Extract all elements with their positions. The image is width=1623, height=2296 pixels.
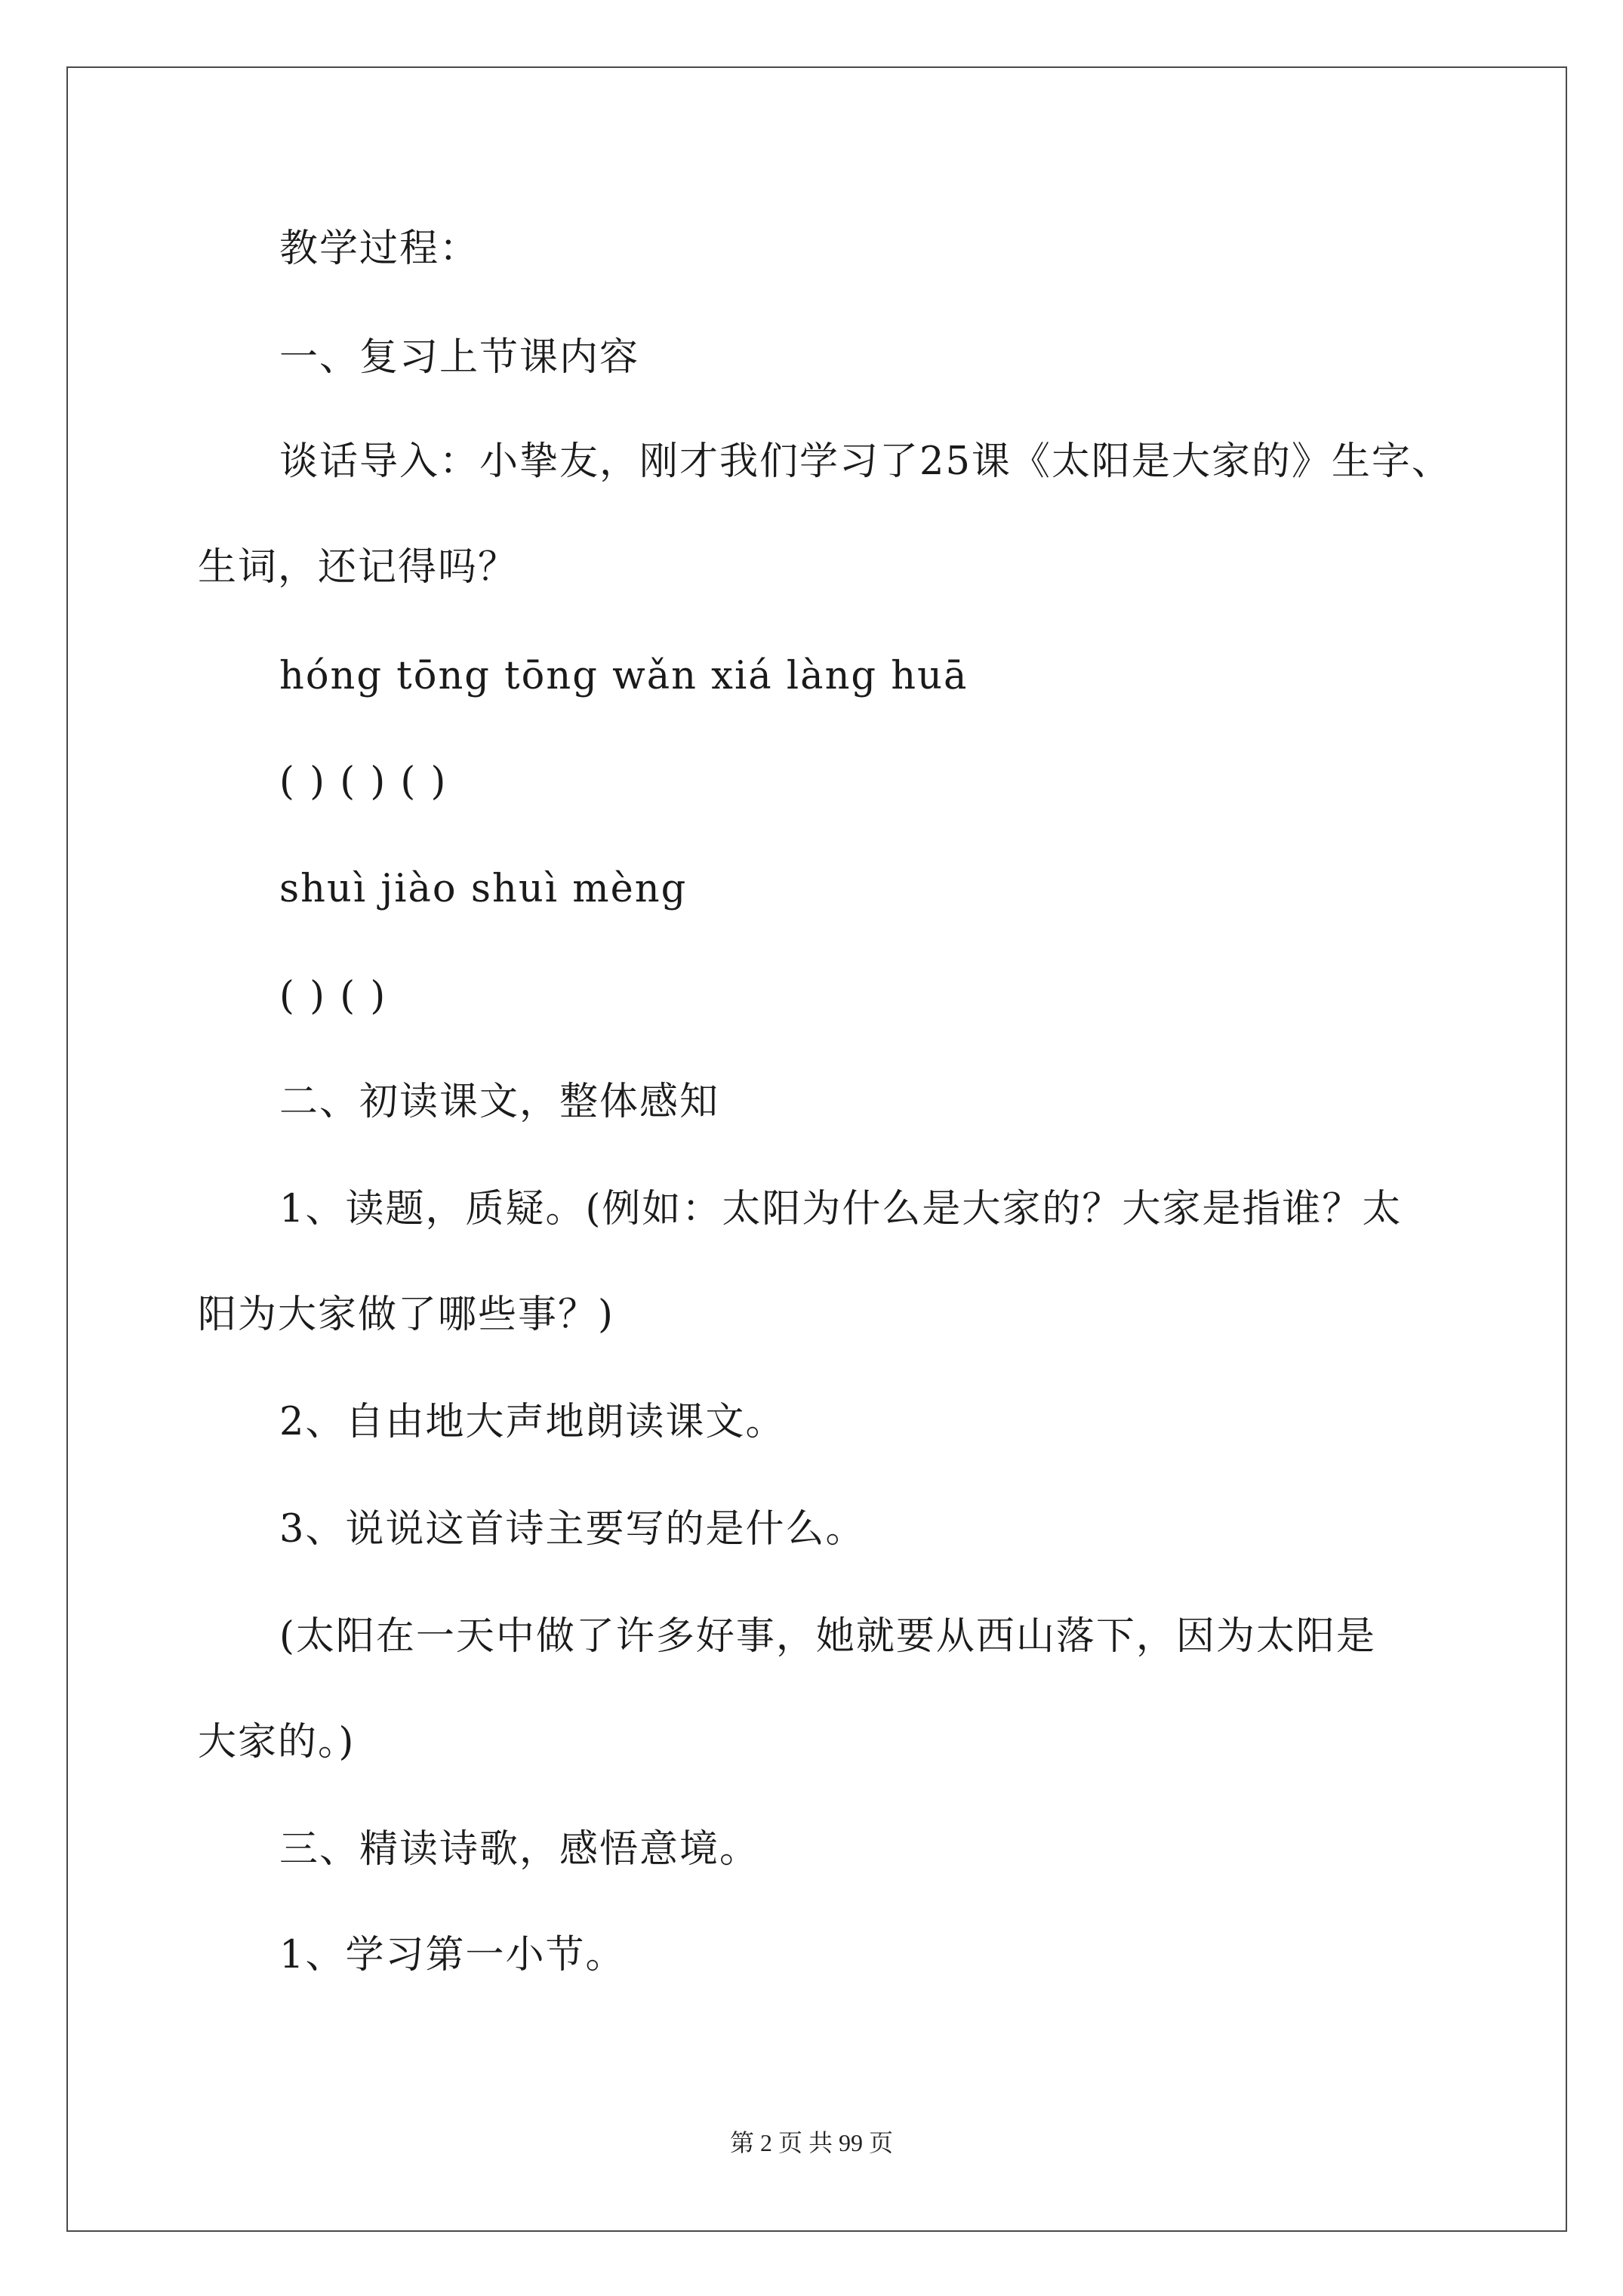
heading-teaching-process: 教学过程： — [279, 227, 480, 271]
pinyin-line-2: shuì jiào shuì mèng — [279, 867, 688, 911]
paragraph-intro-line-2: 生词，还记得吗？ — [198, 545, 519, 590]
item-2: 2、自由地大声地朗读课文。 — [279, 1400, 786, 1444]
page-number-footer: 第 2 页 共 99 页 — [729, 2129, 893, 2156]
paragraph-intro-line-1: 谈话导入：小挚友，刚才我们学习了25课《太阳是大家的》生字、 — [279, 439, 1452, 484]
item-1-line-1: 1、读题，质疑。(例如：太阳为什么是大家的？大家是指谁？太 — [279, 1187, 1403, 1231]
section-heading-close-reading: 三、精读诗歌，感悟意境。 — [279, 1827, 760, 1872]
section-heading-review: 一、复习上节课内容 — [279, 335, 640, 380]
page-border — [66, 66, 1567, 2232]
item-3: 3、说说这首诗主要写的是什么。 — [279, 1507, 866, 1552]
blanks-line-1: ( ) ( ) ( ) — [279, 760, 448, 804]
note-line-2: 大家的。) — [198, 1720, 356, 1764]
pinyin-line-1: hóng tōng tōng wǎn xiá làng huā — [279, 654, 969, 698]
blanks-line-2: ( ) ( ) — [279, 974, 387, 1019]
item-1-line-2: 阳为大家做了哪些事？) — [198, 1293, 614, 1337]
note-line-1: (太阳在一天中做了许多好事，她就要从西山落下，因为太阳是 — [279, 1614, 1376, 1659]
item-study-first-stanza: 1、学习第一小节。 — [279, 1933, 626, 1977]
section-heading-first-reading: 二、初读课文，整体感知 — [279, 1080, 720, 1124]
